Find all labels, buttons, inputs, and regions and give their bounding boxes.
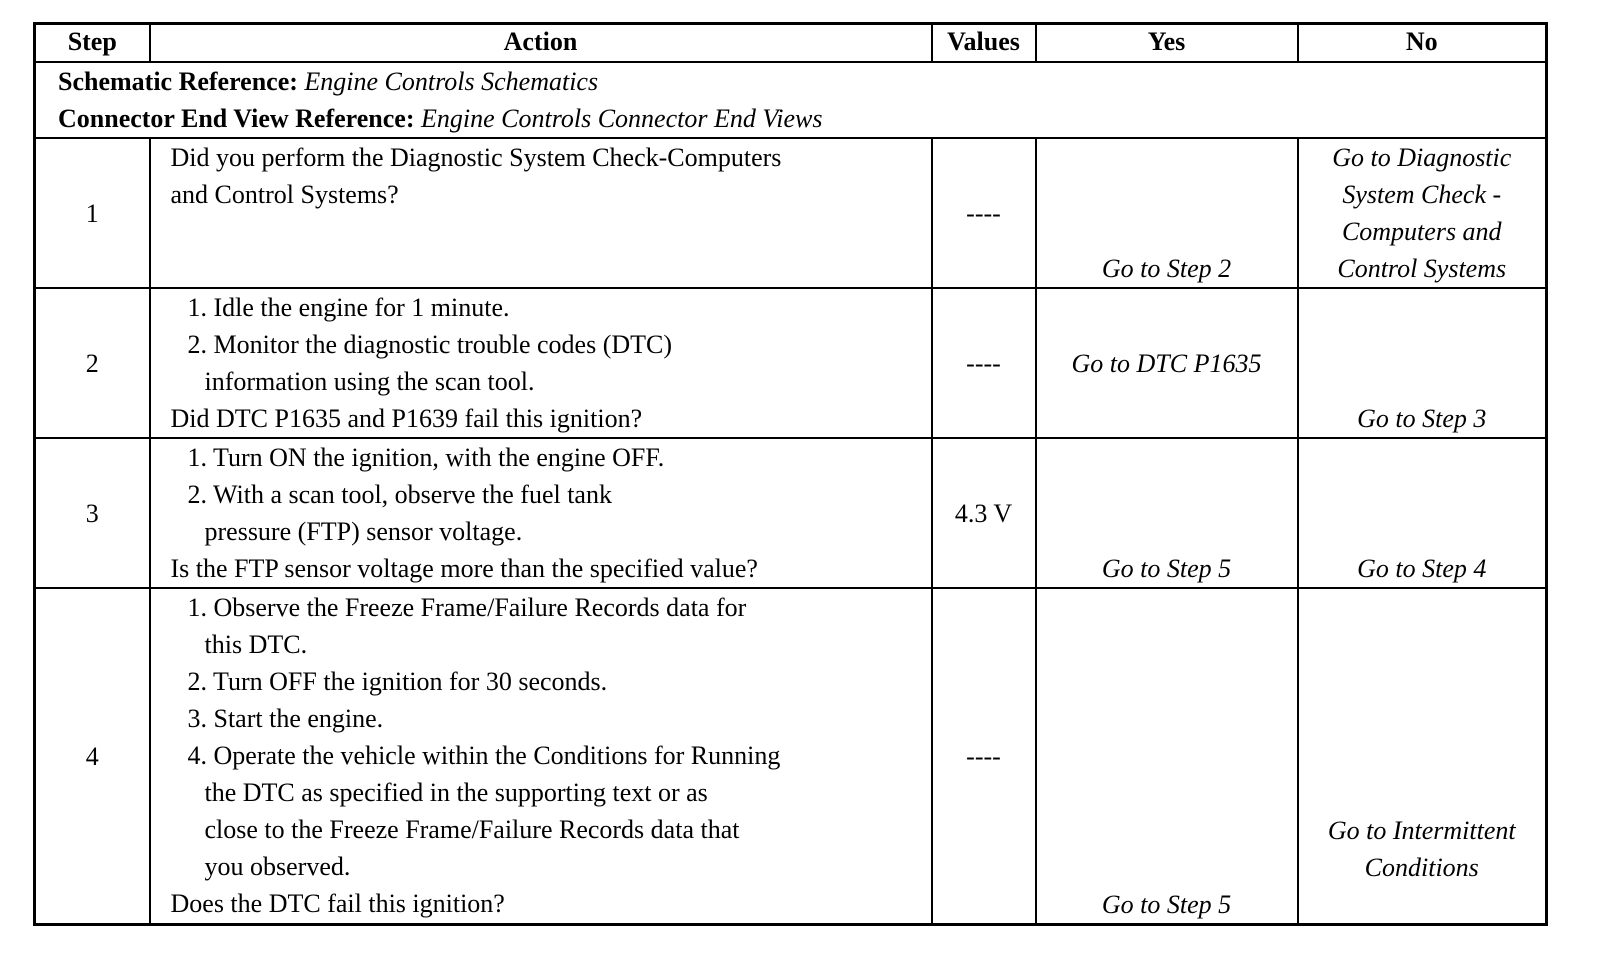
- action-line: Did you perform the Diagnostic System Check-Computers: [170, 143, 782, 172]
- table-row: [35, 588, 1547, 925]
- action-line: pressure (FTP) sensor voltage.: [204, 517, 523, 546]
- step-number: 3: [35, 438, 150, 588]
- yes-cell: [1036, 588, 1298, 925]
- action-line: 2. Monitor the diagnostic trouble codes (DTC): [187, 330, 673, 359]
- header-row: [35, 24, 1547, 63]
- header-values: Values: [932, 24, 1036, 63]
- no-link[interactable]: System Check -: [1342, 180, 1502, 209]
- schematic-reference-link[interactable]: Engine Controls Schematics: [304, 67, 599, 96]
- action-line: you observed.: [204, 852, 351, 881]
- schematic-reference: [58, 63, 1545, 100]
- no-link[interactable]: Go to Step 3: [1357, 404, 1487, 433]
- action-line: Did DTC P1635 and P1639 fail this ignition?: [170, 404, 643, 433]
- header-no: No: [1298, 24, 1547, 63]
- action-line: the DTC as specified in the supporting text or as: [204, 778, 708, 807]
- action-line: and Control Systems?: [170, 180, 399, 209]
- action-line: 2. With a scan tool, observe the fuel tank: [187, 480, 612, 509]
- action-line: 2. Turn OFF the ignition for 30 seconds.: [187, 667, 608, 696]
- yes-cell: [1036, 138, 1298, 288]
- no-link[interactable]: Go to Step 4: [1357, 554, 1487, 583]
- action-line: this DTC.: [204, 630, 308, 659]
- action-line: Is the FTP sensor voltage more than the specified value?: [170, 554, 758, 583]
- reference-row: [35, 62, 1547, 138]
- action-line: 3. Start the engine.: [187, 704, 384, 733]
- yes-link[interactable]: Go to Step 5: [1101, 890, 1232, 919]
- action-line: close to the Freeze Frame/Failure Records data that: [204, 815, 740, 844]
- connector-reference-link[interactable]: Engine Controls Connector End Views: [420, 104, 823, 133]
- action-line: 1. Idle the engine for 1 minute.: [187, 293, 510, 322]
- no-link[interactable]: Conditions: [1364, 853, 1479, 882]
- connector-reference-label: Connector End View Reference:: [58, 104, 415, 133]
- step-number: 2: [35, 288, 150, 438]
- diagnostic-table: [33, 22, 1548, 926]
- no-link[interactable]: Go to Intermittent: [1327, 816, 1516, 845]
- values-cell: 4.3 V: [932, 438, 1036, 588]
- no-link[interactable]: Computers and: [1341, 217, 1502, 246]
- action-cell: [150, 138, 932, 288]
- action-line: 4. Operate the vehicle within the Conditions for Running: [187, 741, 781, 770]
- no-cell: [1298, 138, 1547, 288]
- action-cell: [150, 288, 932, 438]
- yes-link[interactable]: Go to DTC P1635: [1071, 348, 1262, 378]
- no-cell: [1298, 288, 1547, 438]
- schematic-reference-label: Schematic Reference:: [58, 67, 298, 96]
- table-row: [35, 288, 1547, 438]
- action-line: 1. Turn ON the ignition, with the engine OFF.: [187, 443, 665, 472]
- no-link[interactable]: Control Systems: [1337, 254, 1507, 283]
- spacer: [1299, 886, 1546, 923]
- table-row: [35, 138, 1547, 288]
- yes-link[interactable]: Go to Step 5: [1101, 554, 1232, 583]
- no-link[interactable]: Go to Diagnostic: [1332, 143, 1512, 172]
- no-cell: [1298, 588, 1547, 925]
- table-row: [35, 438, 1547, 588]
- header-action: Action: [150, 24, 932, 63]
- yes-cell: [1036, 288, 1298, 438]
- step-number: 1: [35, 138, 150, 288]
- header-yes: Yes: [1036, 24, 1298, 63]
- values-cell: ----: [932, 288, 1036, 438]
- values-cell: ----: [932, 138, 1036, 288]
- action-cell: [150, 588, 932, 925]
- step-number: 4: [35, 588, 150, 925]
- action-line: 1. Observe the Freeze Frame/Failure Records data for: [187, 593, 747, 622]
- yes-cell: [1036, 438, 1298, 588]
- connector-reference: [58, 100, 1545, 137]
- yes-link[interactable]: Go to Step 2: [1101, 254, 1232, 283]
- header-step: Step: [35, 24, 150, 63]
- no-cell: [1298, 438, 1547, 588]
- action-line: Does the DTC fail this ignition?: [170, 889, 505, 918]
- values-cell: ----: [932, 588, 1036, 925]
- action-cell: [150, 438, 932, 588]
- action-line: information using the scan tool.: [204, 367, 535, 396]
- reference-cell: [35, 62, 1547, 138]
